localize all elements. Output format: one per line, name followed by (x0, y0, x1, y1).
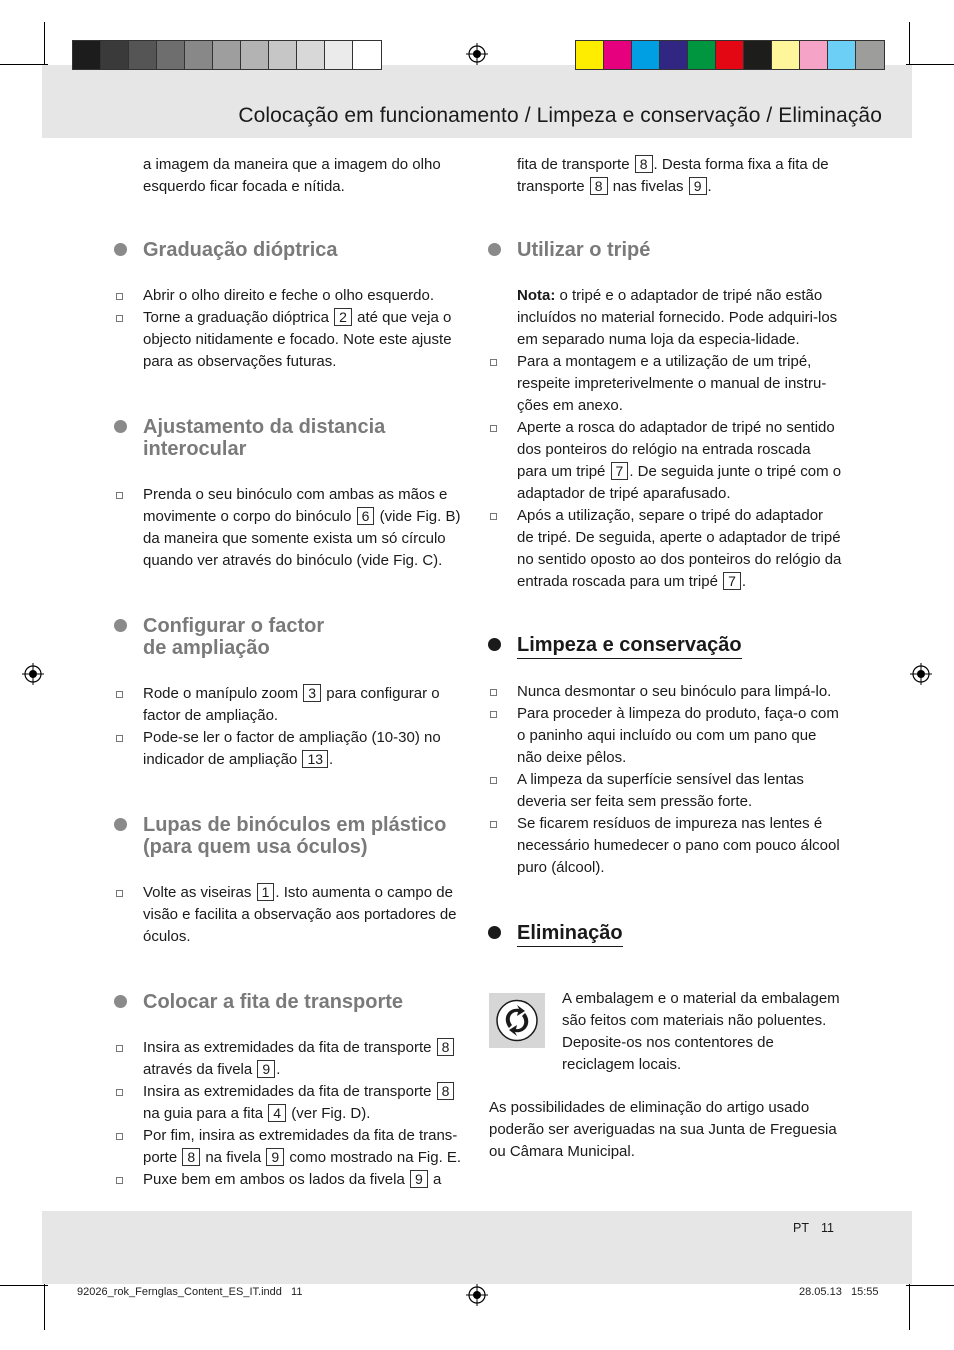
list-item: Após a utilização, separe o tripé do adaptador de tripé. De seguida, aperte o adaptador de tripé no sentido oposto ao dos ponteiros do relógio da entrada roscada para um tripé 7 . (517, 505, 843, 593)
continued-text: fita de transporte 8 . Desta forma fixa a fita de transporte 8 nas fivelas 9 . (517, 156, 829, 195)
section-heading-strap: Colocar a fita de transporte (143, 991, 465, 1013)
language-code: PT (793, 1221, 809, 1235)
list-item: A limpeza da superfície sensível das lentas deveria ser feita sem pressão forte. (517, 769, 843, 813)
strap-list (143, 1037, 465, 1191)
color-swatch (129, 41, 157, 69)
color-swatch (241, 41, 269, 69)
part-reference: 9 (689, 177, 707, 195)
color-swatch (157, 41, 185, 69)
bullet-dot-icon (114, 243, 127, 256)
crop-mark (909, 22, 910, 70)
color-swatch (800, 41, 828, 69)
color-swatch (716, 41, 744, 69)
green-dot-recycling-logo (489, 993, 545, 1048)
part-reference: 7 (611, 462, 629, 480)
packaging-text: A embalagem e o material da embalagem são feitos com materiais não poluentes. Deposite-os nos contentores de reciclagem locais. (562, 990, 840, 1073)
list-item: Abrir o olho direito e feche o olho esquerdo. (143, 285, 465, 307)
section-heading-dioptric: Graduação dióptrica (143, 239, 465, 261)
list-item: Puxe bem em ambos os lados da fivela 9 a (143, 1169, 465, 1191)
color-swatch (269, 41, 297, 69)
list-item: Volte as viseiras 1 . Isto aumenta o campo de visão e facilita a observação aos portadores de óculos. (143, 882, 465, 948)
crop-mark (44, 1282, 45, 1330)
intro-text: a imagem da maneira que a imagem do olho esquerdo ficar focada e nítida. (143, 156, 441, 195)
page-number: 11 (821, 1221, 834, 1235)
cleaning-heading-wrap (489, 634, 843, 659)
footer-band (42, 1211, 912, 1284)
cleaning-list (517, 681, 843, 879)
part-reference: 8 (635, 155, 653, 173)
color-swatch (660, 41, 688, 69)
part-reference: 8 (182, 1148, 200, 1166)
registration-mark-icon (22, 663, 44, 685)
part-reference: 8 (590, 177, 608, 195)
part-reference: 8 (437, 1082, 455, 1100)
color-swatch (213, 41, 241, 69)
list-item: Torne a graduação dióptrica 2 até que veja o objecto nitidamente e focado. Note este ajuste para as observações futuras. (143, 307, 465, 373)
list-item: Se ficarem resíduos de impureza nas lentes é necessário humedecer o pano com pouco álcool puro (álcool). (517, 813, 843, 879)
list-item: Insira as extremidades da fita de transporte 8 na guia para a fita 4 (ver Fig. D). (143, 1081, 465, 1125)
right-column (517, 154, 843, 947)
dioptric-list (143, 285, 465, 373)
section-heading-disposal: Eliminação (517, 922, 623, 947)
color-swatch (353, 41, 381, 69)
bullet-dot-icon (488, 926, 501, 939)
list-item: Insira as extremidades da fita de transporte 8 através da fivela 9 . (143, 1037, 465, 1081)
color-swatch (604, 41, 632, 69)
color-swatch (297, 41, 325, 69)
list-item: Aperte a rosca do adaptador de tripé no sentido dos ponteiros do relógio na entrada roscada para um tripé 7 . De seguida junte o tripé com o adaptador de tripé aparafusado. (517, 417, 843, 505)
list-item: Para a montagem e a utilização de um tripé, respeite impreterivelmente o manual de instru-ções em anexo. (517, 351, 843, 417)
part-reference: 8 (437, 1038, 455, 1056)
list-item: Nunca desmontar o seu binóculo para limpá-lo. (517, 681, 843, 703)
color-swatch (576, 41, 604, 69)
color-swatch (828, 41, 856, 69)
crop-mark (906, 64, 954, 65)
list-item: Prenda o seu binóculo com ambas as mãos e movimente o corpo do binóculo 6 (vide Fig. B) da maneira que somente exista um só círculo quando ver através do binóculo (vide Fig. C). (143, 484, 465, 572)
list-item: Por fim, insira as extremidades da fita de trans-porte 8 na fivela 9 como mostrado na Fig. E. (143, 1125, 465, 1169)
part-reference: 9 (257, 1060, 275, 1078)
registration-mark-icon (466, 43, 488, 65)
part-reference: 2 (334, 308, 352, 326)
date-slug: 28.05.13 15:55 (799, 1286, 879, 1298)
color-swatch (325, 41, 353, 69)
part-reference: 6 (357, 507, 375, 525)
magnification-list (143, 683, 465, 771)
page-title: Colocação em funcionamento / Limpeza e conservação / Eliminação (238, 104, 882, 127)
disposal-heading-wrap (517, 922, 843, 947)
part-reference: 13 (302, 750, 328, 768)
color-swatch (744, 41, 772, 69)
crop-mark (0, 1285, 48, 1286)
bullet-dot-icon (114, 420, 127, 433)
section-heading-magnification: Configurar o factor de ampliação (143, 615, 465, 659)
part-reference: 4 (268, 1104, 286, 1122)
crop-mark (0, 64, 48, 65)
tripod-note: Nota: o tripé e o adaptador de tripé não estão incluídos no material fornecido. Pode adquiri-los em separado numa loja da especia-lidade. (517, 287, 838, 348)
registration-mark-icon (910, 663, 932, 685)
section-heading-eyecups: Lupas de binóculos em plástico (para quem usa óculos) (143, 814, 465, 858)
bullet-dot-icon (488, 243, 501, 256)
list-item: Para proceder à limpeza do produto, faça-o com o paninho aqui incluído ou com um pano que não deixe pêlos. (517, 703, 843, 769)
color-swatch (101, 41, 129, 69)
part-reference: 9 (266, 1148, 284, 1166)
eyecups-list (143, 882, 465, 948)
bullet-dot-icon (488, 638, 501, 651)
cmyk-color-bar (575, 40, 885, 70)
crop-mark (44, 22, 45, 70)
part-reference: 3 (303, 684, 321, 702)
bullet-dot-icon (114, 619, 127, 632)
color-swatch (632, 41, 660, 69)
left-column (143, 154, 465, 1191)
part-reference: 1 (257, 883, 275, 901)
disposal-text: As possibilidades de eliminação do artigo usado poderão ser averiguadas na sua Junta de Freguesia ou Câmara Municipal. (489, 1099, 837, 1160)
list-item: Rode o manípulo zoom 3 para configurar o factor de ampliação. (143, 683, 465, 727)
section-heading-tripod: Utilizar o tripé (517, 239, 843, 261)
tripod-list (517, 351, 843, 593)
color-swatch (185, 41, 213, 69)
color-swatch (856, 41, 884, 69)
color-swatch (688, 41, 716, 69)
registration-mark-icon (466, 1284, 488, 1306)
part-reference: 7 (723, 572, 741, 590)
section-heading-cleaning: Limpeza e conservação (517, 634, 742, 659)
bullet-dot-icon (114, 995, 127, 1008)
crop-mark (909, 1282, 910, 1330)
color-swatch (73, 41, 101, 69)
bullet-dot-icon (114, 818, 127, 831)
color-swatch (772, 41, 800, 69)
interocular-list (143, 484, 465, 572)
part-reference: 9 (410, 1170, 428, 1188)
list-item: Pode-se ler o factor de ampliação (10-30) no indicador de ampliação 13 . (143, 727, 465, 771)
crop-mark (906, 1285, 954, 1286)
file-slug: 92026_rok_Fernglas_Content_ES_IT.indd 11 (77, 1286, 303, 1298)
recycle-icon (489, 993, 545, 1048)
gray-color-bar (72, 40, 382, 70)
section-heading-interocular: Ajustamento da distancia interocular (143, 416, 465, 460)
